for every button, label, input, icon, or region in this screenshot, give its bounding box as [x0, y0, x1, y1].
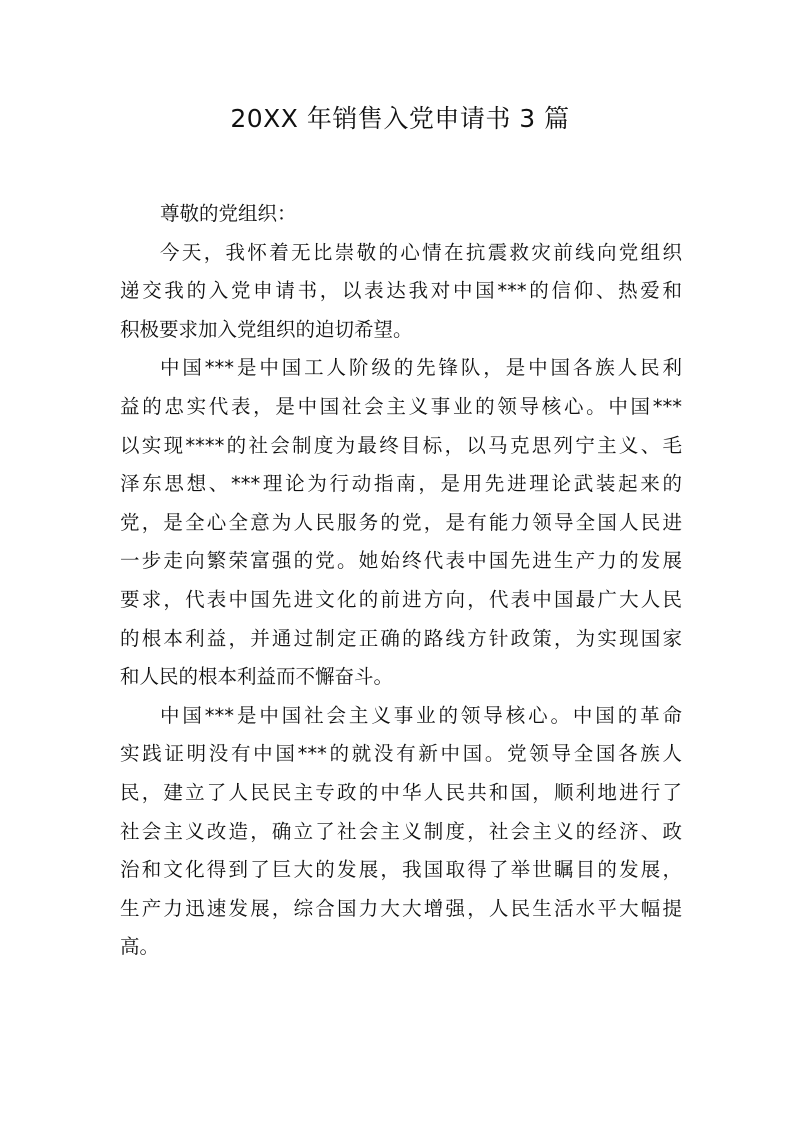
paragraph-line: 的根本利益，并通过制定正确的路线方针政策，为实现国家 — [120, 626, 682, 650]
paragraph-line: 民，建立了人民民主专政的中华人民共和国，顺利地进行了 — [120, 780, 682, 804]
paragraph-line: 党，是全心全意为人民服务的党，是有能力领导全国人民进 — [120, 510, 682, 534]
paragraph-line: 今天，我怀着无比崇敬的心情在抗震救灾前线向党组织 — [160, 240, 682, 264]
paragraph-1 — [120, 234, 682, 350]
paragraph-line: 社会主义改造，确立了社会主义制度，社会主义的经济、政 — [120, 819, 682, 843]
paragraph-line: 益的忠实代表，是中国社会主义事业的领导核心。中国*** — [120, 394, 682, 418]
paragraph-line: 一步走向繁荣富强的党。她始终代表中国先进生产力的发展 — [120, 549, 682, 573]
paragraph-line: 中国***是中国社会主义事业的领导核心。中国的革命 — [160, 703, 682, 727]
paragraph-line: 实践证明没有中国***的就没有新中国。党领导全国各族人 — [120, 742, 682, 766]
paragraph-3 — [120, 697, 682, 967]
paragraph-line: 以实现****的社会制度为最终目标，以马克思列宁主义、毛 — [120, 433, 682, 457]
paragraph-2 — [120, 349, 682, 696]
document-body — [120, 195, 682, 967]
paragraph-line: 中国***是中国工人阶级的先锋队，是中国各族人民利 — [160, 356, 682, 380]
document-title: 20XX 年销售入党申请书 3 篇 — [230, 104, 570, 133]
paragraph-line: 要求，代表中国先进文化的前进方向，代表中国最广大人民 — [120, 587, 682, 611]
paragraph-line: 递交我的入党申请书，以表达我对中国***的信仰、热爱和 — [120, 279, 682, 303]
salutation: 尊敬的党组织： — [160, 202, 297, 225]
paragraph-line: 生产力迅速发展，综合国力大大增强，人民生活水平大幅提 — [120, 896, 682, 920]
paragraph-line: 泽东思想、***理论为行动指南，是用先进理论武装起来的 — [120, 472, 682, 496]
paragraph-line: 积极要求加入党组织的迫切希望。 — [120, 317, 413, 341]
paragraph-line: 治和文化得到了巨大的发展，我国取得了举世瞩目的发展， — [120, 858, 682, 882]
paragraph-line: 高。 — [120, 935, 160, 959]
paragraph-line: 和人民的根本利益而不懈奋斗。 — [120, 665, 394, 689]
